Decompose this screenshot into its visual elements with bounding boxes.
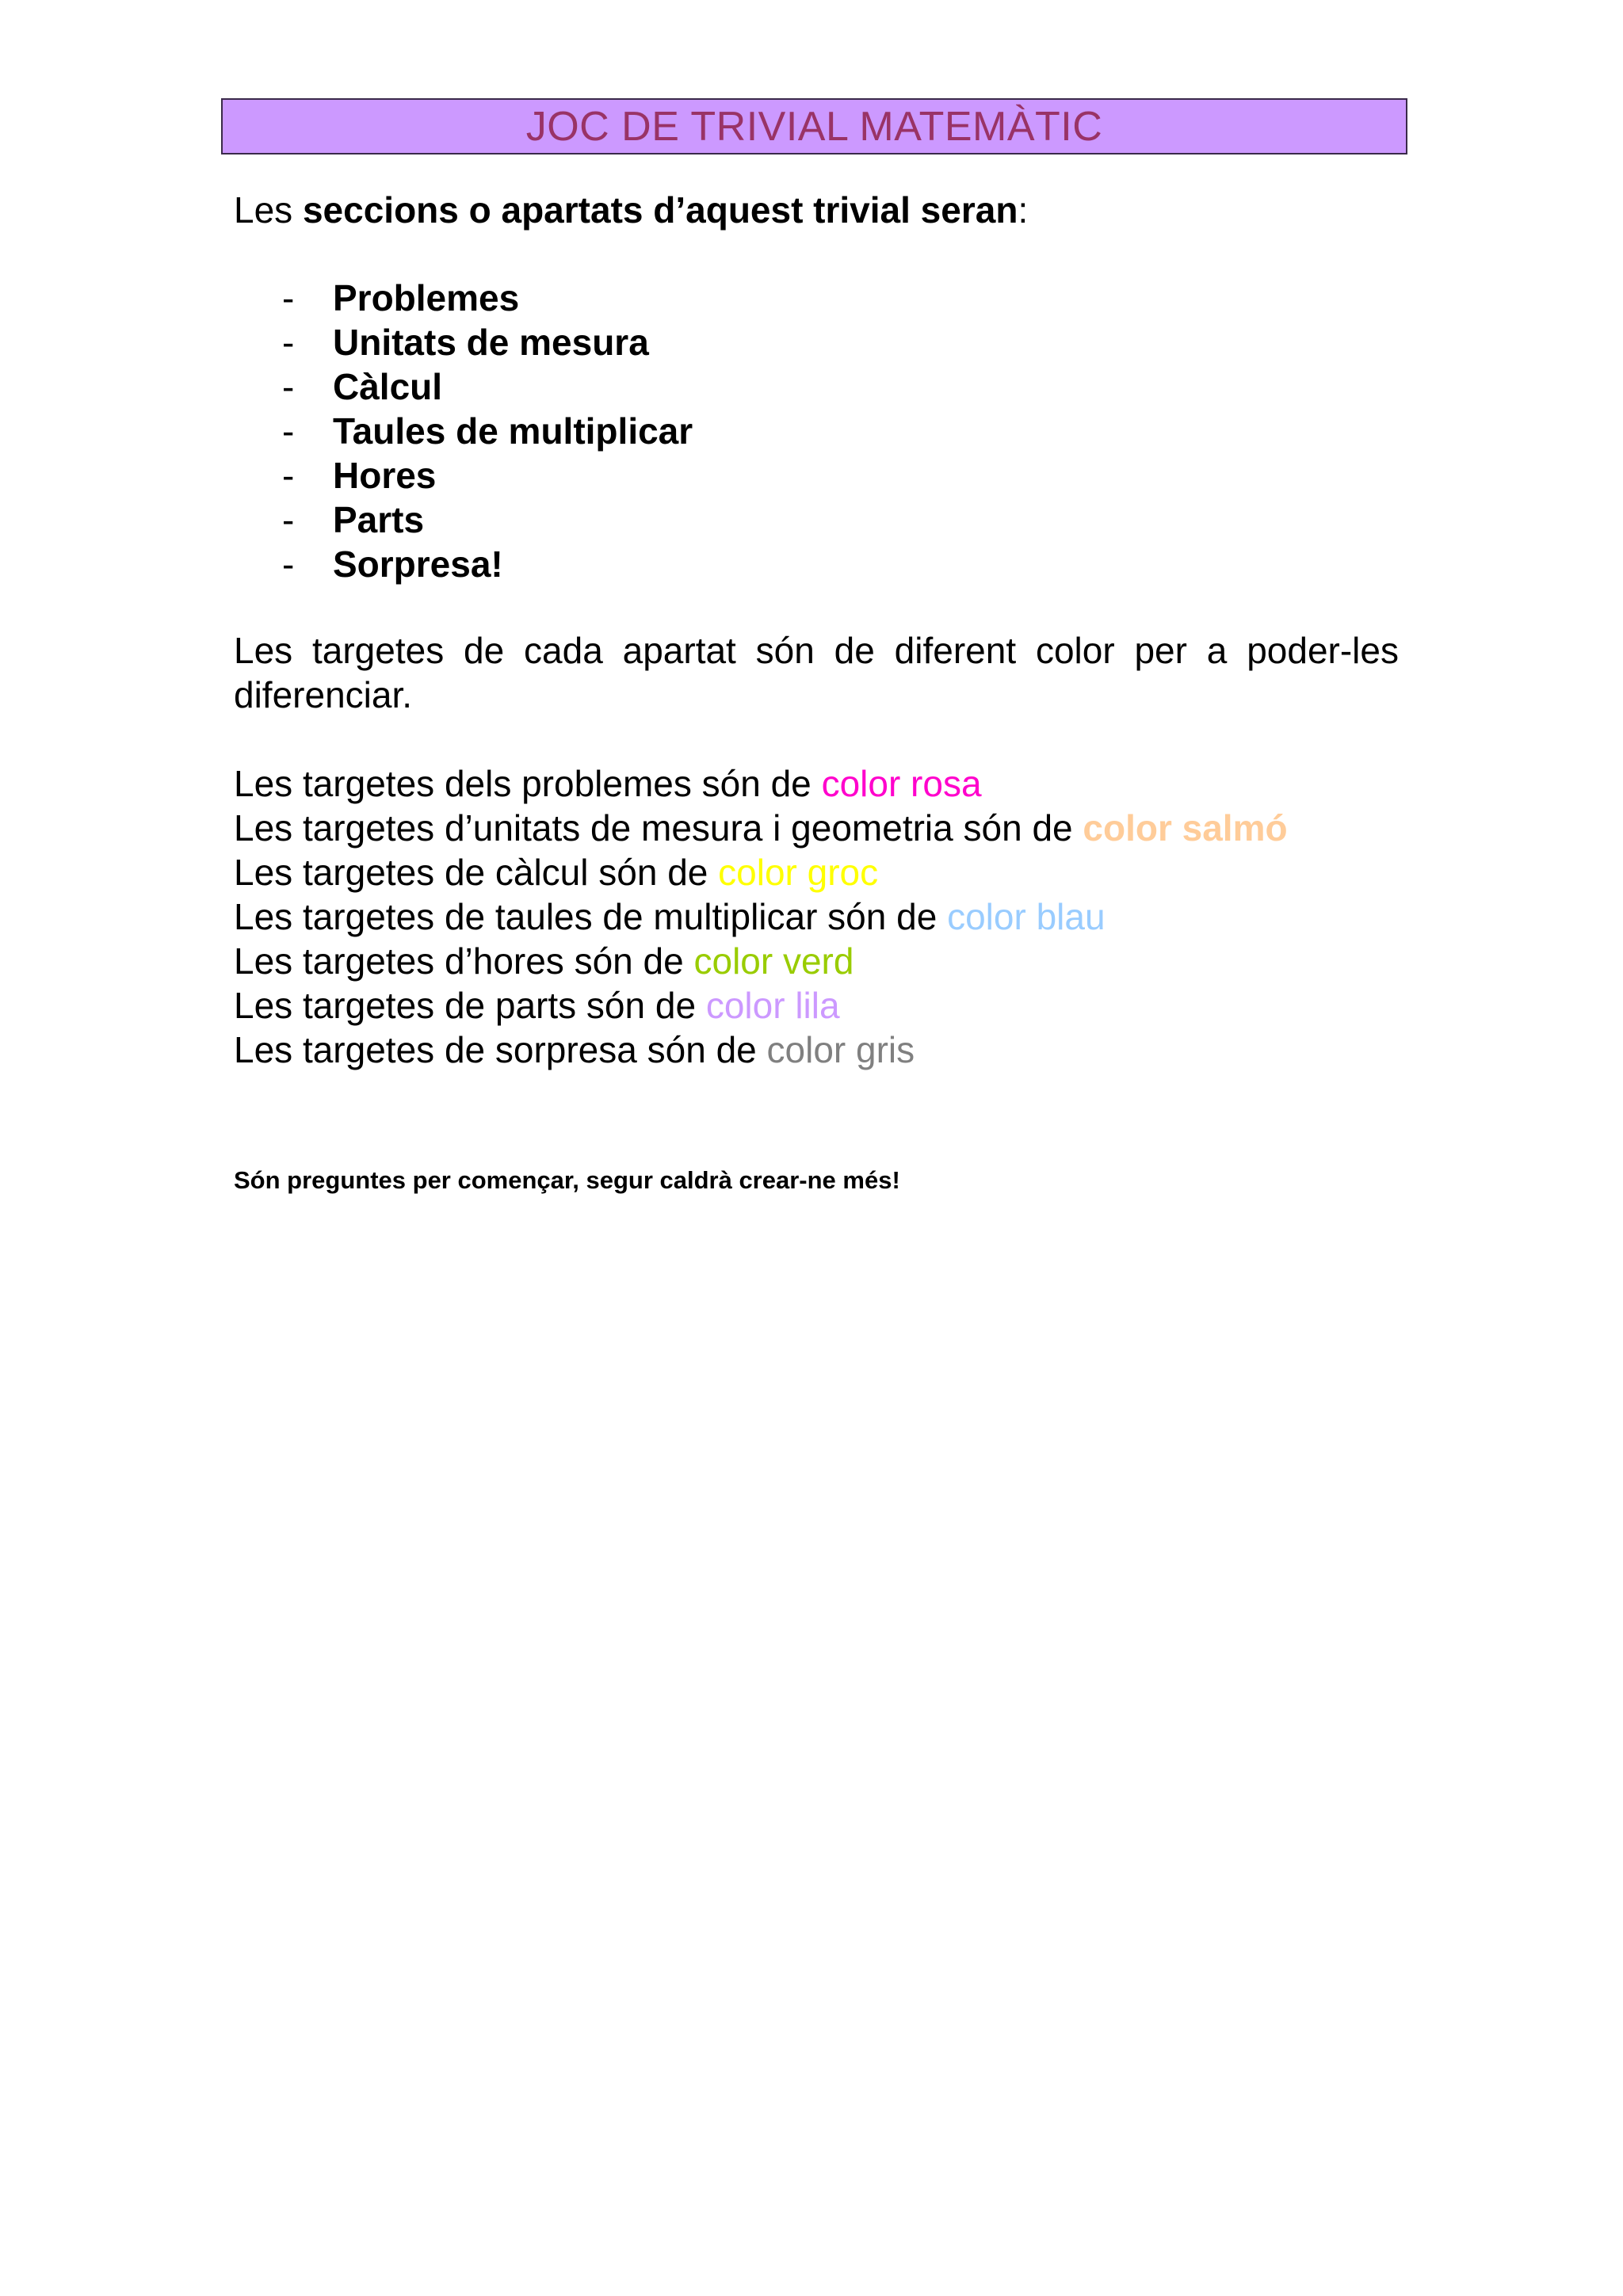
color-line xyxy=(234,850,1288,894)
color-line-text: Les targetes de taules de multiplicar són de xyxy=(234,896,948,937)
list-item xyxy=(282,409,693,453)
list-dash: - xyxy=(282,322,295,363)
footer-note: Són preguntes per començar, segur caldrà crear-ne més! xyxy=(234,1166,900,1194)
color-name: color rosa xyxy=(821,763,982,804)
list-item xyxy=(282,364,693,409)
color-name: color gris xyxy=(766,1029,915,1070)
section-label: Càlcul xyxy=(333,366,443,407)
intro-prefix: Les xyxy=(234,189,303,231)
intro-suffix: : xyxy=(1018,189,1029,231)
color-legend xyxy=(234,761,1288,1072)
color-line xyxy=(234,761,1288,806)
color-line-text: Les targetes de càlcul són de xyxy=(234,852,719,893)
color-line-text: Les targetes de parts són de xyxy=(234,985,706,1026)
list-dash: - xyxy=(282,410,295,452)
intro-line xyxy=(234,188,1399,232)
list-item xyxy=(282,320,693,364)
section-label: Sorpresa! xyxy=(333,543,503,585)
color-name: color salmó xyxy=(1083,807,1288,849)
title-banner xyxy=(221,98,1407,154)
section-label: Problemes xyxy=(333,277,520,318)
color-name: color lila xyxy=(705,985,840,1026)
color-line-text: Les targetes d’hores són de xyxy=(234,940,694,982)
color-line xyxy=(234,983,1288,1028)
color-line xyxy=(234,806,1288,850)
list-dash: - xyxy=(282,277,295,318)
section-label: Parts xyxy=(333,499,425,540)
list-item xyxy=(282,498,693,542)
section-label: Taules de multiplicar xyxy=(333,410,693,452)
color-line xyxy=(234,894,1288,939)
list-dash: - xyxy=(282,455,295,496)
list-item xyxy=(282,276,693,320)
color-line-text: Les targetes dels problemes són de xyxy=(234,763,822,804)
color-name: color verd xyxy=(693,940,854,982)
color-name: color blau xyxy=(947,896,1106,937)
color-line xyxy=(234,1028,1288,1072)
section-label: Hores xyxy=(333,455,437,496)
description-paragraph: Les targetes de cada apartat són de diferent color per a poder-les diferenciar. xyxy=(234,630,1399,715)
section-label: Unitats de mesura xyxy=(333,322,649,363)
color-line-text: Les targetes d’unitats de mesura i geometria són de xyxy=(234,807,1083,849)
color-line xyxy=(234,939,1288,983)
color-name: color groc xyxy=(718,852,879,893)
list-item xyxy=(282,542,693,586)
color-line-text: Les targetes de sorpresa són de xyxy=(234,1029,767,1070)
list-dash: - xyxy=(282,366,295,407)
intro-bold: seccions o apartats d’aquest trivial seran xyxy=(302,189,1018,231)
sections-list xyxy=(282,276,693,586)
page-title: JOC DE TRIVIAL MATEMÀTIC xyxy=(525,103,1103,150)
list-dash: - xyxy=(282,543,295,585)
list-dash: - xyxy=(282,499,295,540)
list-item xyxy=(282,453,693,498)
